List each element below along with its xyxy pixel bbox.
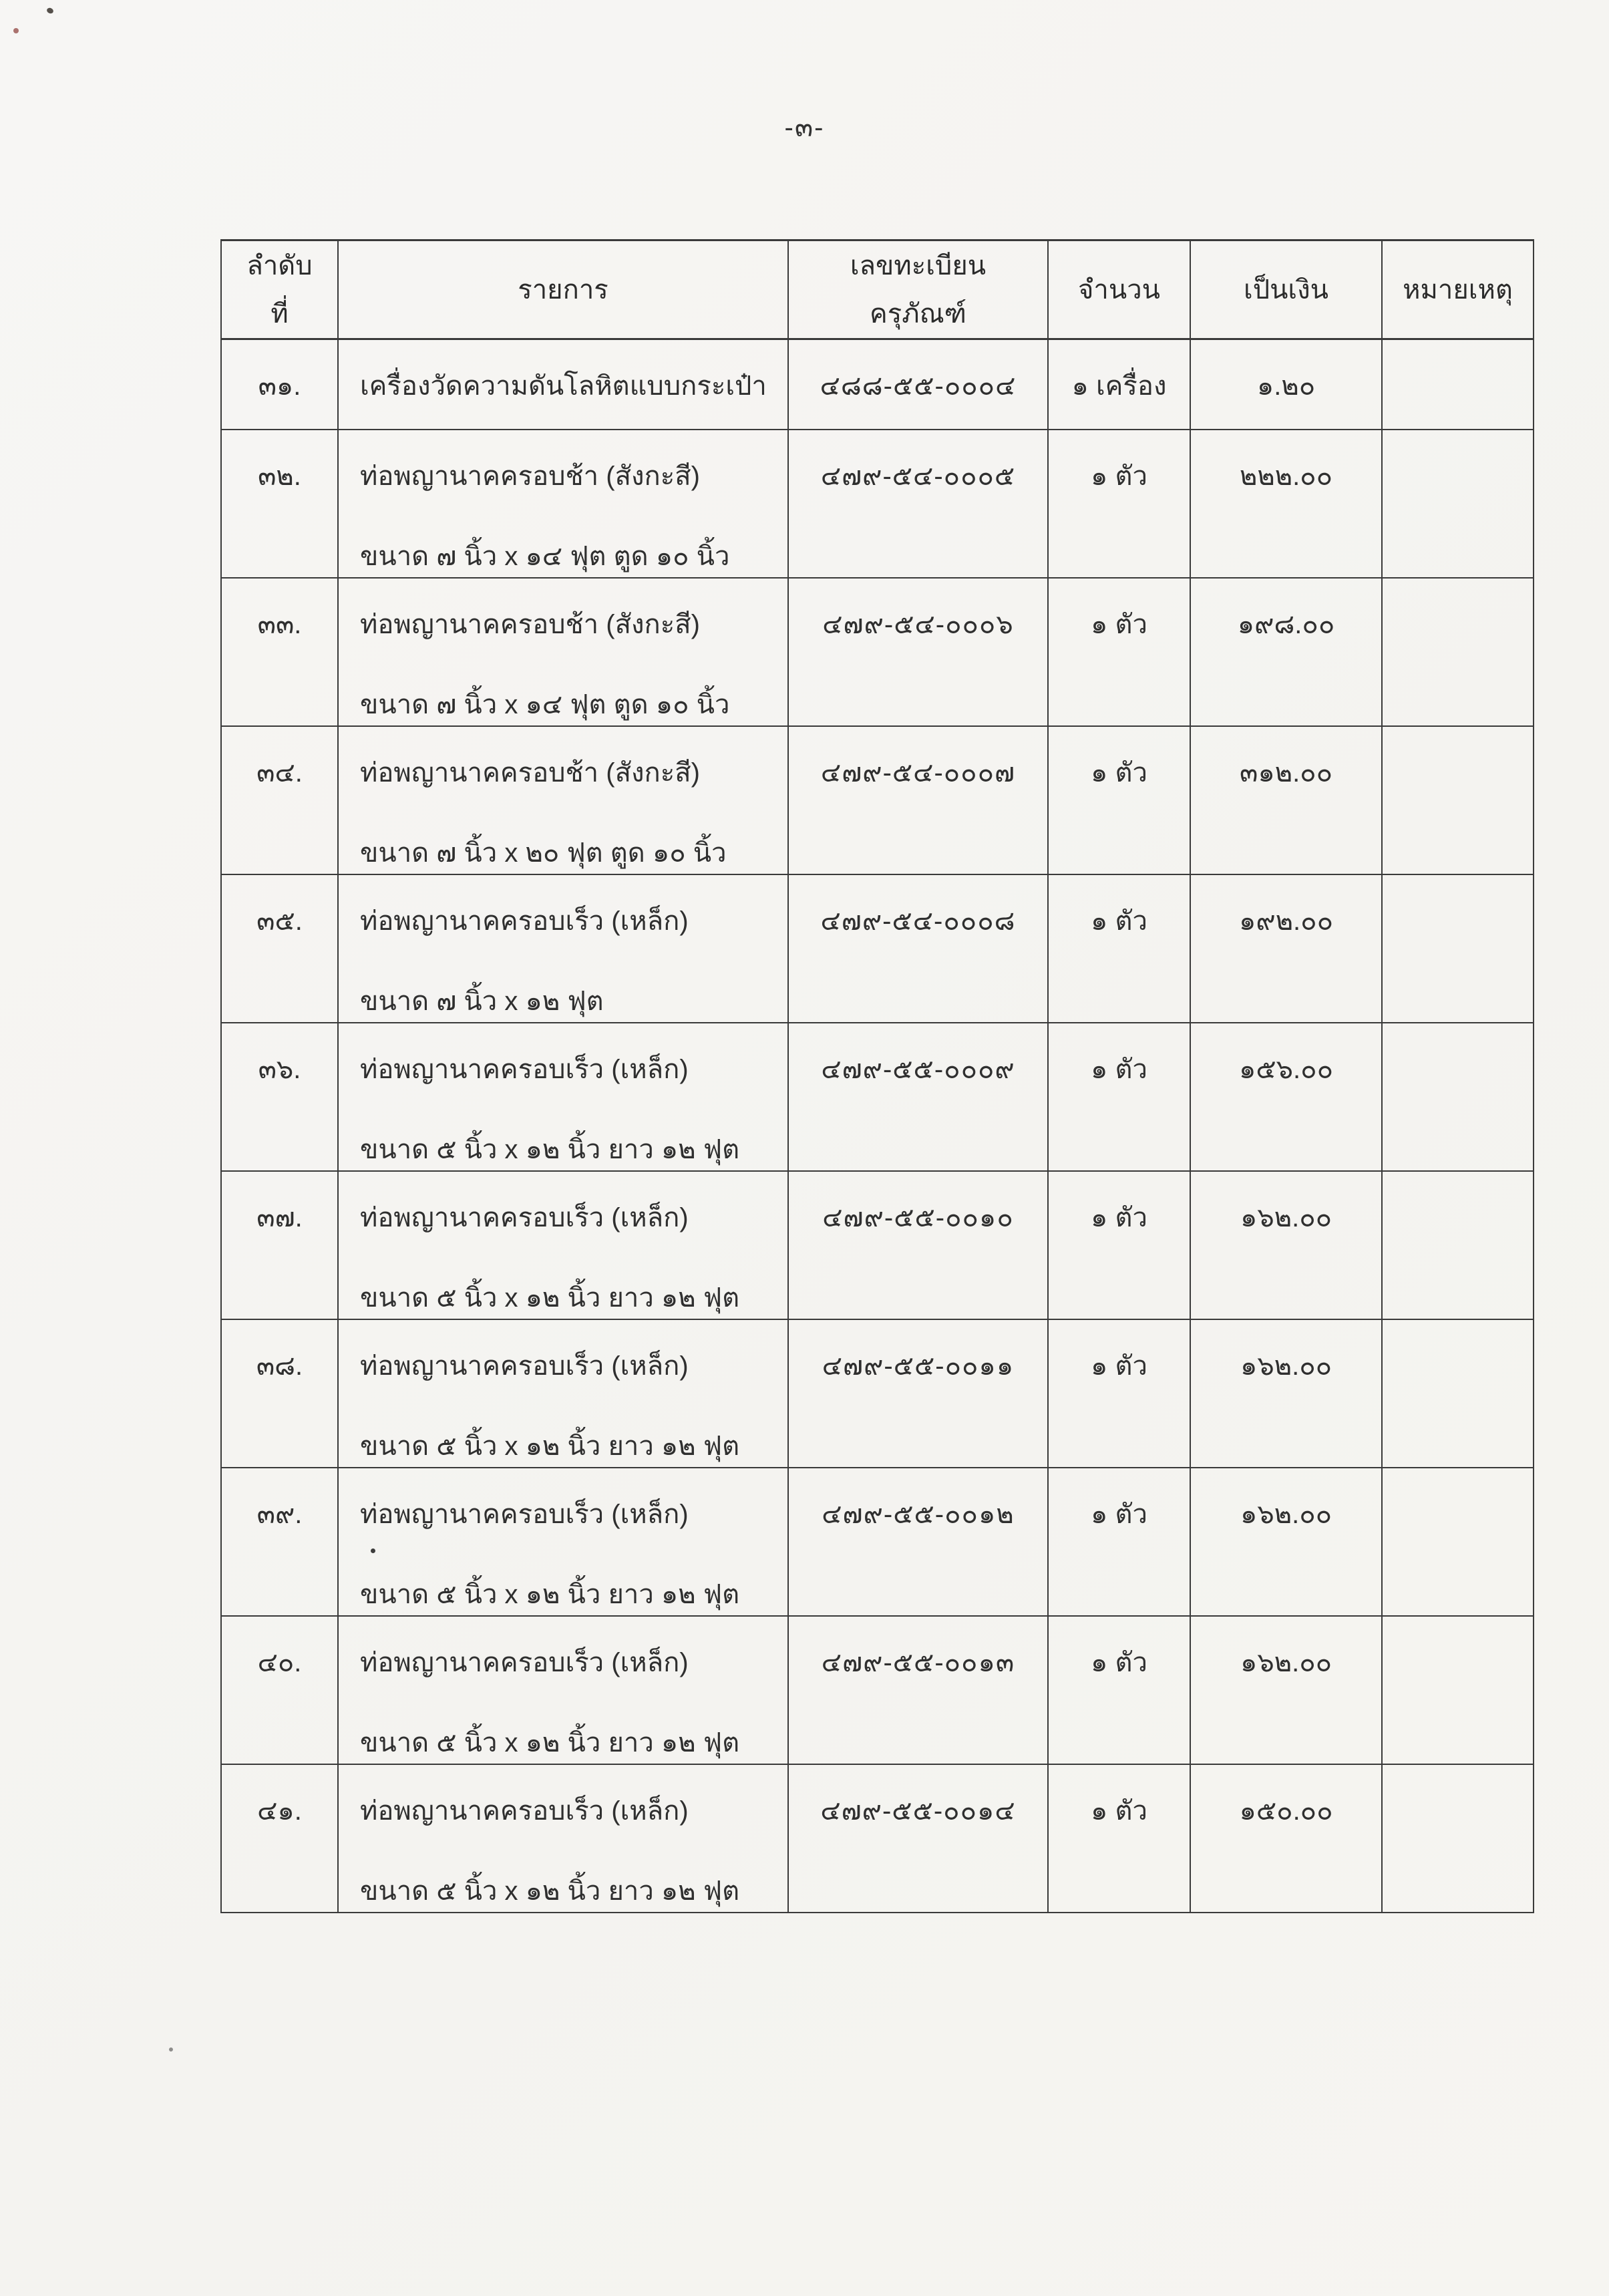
item-size: ขนาด ๗ นิ้ว x ๑๒ ฟุต xyxy=(360,986,604,1016)
quantity: ๑ ตัว xyxy=(1048,578,1190,726)
remark xyxy=(1382,578,1534,726)
amount: ๑๙๒.๐๐ xyxy=(1190,874,1382,1023)
quantity: ๑ ตัว xyxy=(1048,1171,1190,1319)
header-row xyxy=(221,240,1534,339)
row-number: ๔๑. xyxy=(221,1764,338,1913)
item-name: ท่อพญานาคครอบเร็ว (เหล็ก) xyxy=(360,1647,689,1677)
item-name: ท่อพญานาคครอบเร็ว (เหล็ก) xyxy=(360,1202,689,1233)
amount: ๒๒๒.๐๐ xyxy=(1190,430,1382,578)
remark xyxy=(1382,1764,1534,1913)
amount: ๑๖๒.๐๐ xyxy=(1190,1468,1382,1616)
remark xyxy=(1382,1468,1534,1616)
table-row xyxy=(221,1023,1534,1171)
item-cell xyxy=(338,1023,788,1171)
item-name: ท่อพญานาคครอบเร็ว (เหล็ก) xyxy=(360,1796,689,1826)
item-name: ท่อพญานาคครอบช้า (สังกะสี) xyxy=(360,758,700,788)
inventory-table xyxy=(220,239,1534,1913)
header-reg xyxy=(788,240,1048,339)
quantity: ๑ ตัว xyxy=(1048,1616,1190,1764)
item-size: ขนาด ๕ นิ้ว x ๑๒ นิ้ว ยาว ๑๒ ฟุต xyxy=(360,1134,740,1164)
table-row xyxy=(221,578,1534,726)
remark xyxy=(1382,1171,1534,1319)
remark xyxy=(1382,339,1534,430)
quantity: ๑ เครื่อง xyxy=(1048,339,1190,430)
table-row xyxy=(221,1319,1534,1468)
row-number: ๓๔. xyxy=(221,726,338,874)
item-cell xyxy=(338,1616,788,1764)
item-size: ขนาด ๕ นิ้ว x ๑๒ นิ้ว ยาว ๑๒ ฟุต xyxy=(360,1579,740,1609)
item-size: ขนาด ๗ นิ้ว x ๑๔ ฟุต ตูด ๑๐ นิ้ว xyxy=(360,689,730,719)
asset-reg-number: ๔๗๙-๕๕-๐๐๑๑ xyxy=(788,1319,1048,1468)
header-item: รายการ xyxy=(338,240,788,339)
item-name: ท่อพญานาคครอบเร็ว (เหล็ก) xyxy=(360,1054,689,1084)
asset-reg-number: ๔๗๙-๕๔-๐๐๐๗ xyxy=(788,726,1048,874)
asset-reg-number: ๔๗๙-๕๕-๐๐๑๐ xyxy=(788,1171,1048,1319)
quantity: ๑ ตัว xyxy=(1048,1468,1190,1616)
row-number: ๓๒. xyxy=(221,430,338,578)
item-cell xyxy=(338,1468,788,1616)
item-name: ท่อพญานาคครอบเร็ว (เหล็ก) xyxy=(360,1351,689,1381)
row-number: ๔๐. xyxy=(221,1616,338,1764)
table-row xyxy=(221,874,1534,1023)
remark xyxy=(1382,874,1534,1023)
item-size: ขนาด ๗ นิ้ว x ๒๐ ฟุต ตูด ๑๐ นิ้ว xyxy=(360,838,727,868)
amount: ๑๙๘.๐๐ xyxy=(1190,578,1382,726)
asset-reg-number: ๔๗๙-๕๔-๐๐๐๖ xyxy=(788,578,1048,726)
table-row xyxy=(221,1171,1534,1319)
scan-speck xyxy=(13,28,19,33)
quantity: ๑ ตัว xyxy=(1048,1023,1190,1171)
remark xyxy=(1382,1319,1534,1468)
item-size: ขนาด ๕ นิ้ว x ๑๒ นิ้ว ยาว ๑๒ ฟุต xyxy=(360,1728,740,1758)
quantity: ๑ ตัว xyxy=(1048,430,1190,578)
row-number: ๓๕. xyxy=(221,874,338,1023)
header-reg-line1: เลขทะเบียน xyxy=(850,251,987,281)
quantity: ๑ ตัว xyxy=(1048,726,1190,874)
amount: ๑.๒๐ xyxy=(1190,339,1382,430)
row-number: ๓๑. xyxy=(221,339,338,430)
table-row xyxy=(221,726,1534,874)
table-row xyxy=(221,339,1534,430)
amount: ๑๕๐.๐๐ xyxy=(1190,1764,1382,1913)
item-cell xyxy=(338,874,788,1023)
amount: ๑๕๖.๐๐ xyxy=(1190,1023,1382,1171)
item-cell xyxy=(338,726,788,874)
row-number: ๓๖. xyxy=(221,1023,338,1171)
asset-reg-number: ๔๗๙-๕๔-๐๐๐๘ xyxy=(788,874,1048,1023)
item-cell xyxy=(338,1764,788,1913)
item-cell xyxy=(338,1171,788,1319)
amount: ๓๑๒.๐๐ xyxy=(1190,726,1382,874)
remark xyxy=(1382,1023,1534,1171)
table-row xyxy=(221,1468,1534,1616)
asset-reg-number: ๔๗๙-๕๔-๐๐๐๕ xyxy=(788,430,1048,578)
item-name: ท่อพญานาคครอบเร็ว (เหล็ก) xyxy=(360,906,689,936)
table-row xyxy=(221,1616,1534,1764)
header-qty: จำนวน xyxy=(1048,240,1190,339)
header-reg-line2: ครุภัณฑ์ xyxy=(870,299,966,329)
header-no xyxy=(221,240,338,339)
item-size: ขนาด ๕ นิ้ว x ๑๒ นิ้ว ยาว ๑๒ ฟุต xyxy=(360,1876,740,1906)
quantity: ๑ ตัว xyxy=(1048,1764,1190,1913)
item-name: เครื่องวัดความดันโลหิตแบบกระเป๋า xyxy=(360,371,767,401)
item-cell xyxy=(338,1319,788,1468)
header-no-line1: ลำดับ xyxy=(246,251,313,281)
item-cell xyxy=(338,578,788,726)
asset-reg-number: ๔๗๙-๕๕-๐๐๑๒ xyxy=(788,1468,1048,1616)
amount: ๑๖๒.๐๐ xyxy=(1190,1616,1382,1764)
asset-reg-number: ๔๘๘-๕๕-๐๐๐๔ xyxy=(788,339,1048,430)
asset-reg-number: ๔๗๙-๕๕-๐๐๑๔ xyxy=(788,1764,1048,1913)
scan-speck xyxy=(169,2047,173,2052)
item-name: ท่อพญานาคครอบช้า (สังกะสี) xyxy=(360,461,700,491)
item-size: ขนาด ๗ นิ้ว x ๑๔ ฟุต ตูด ๑๐ นิ้ว xyxy=(360,541,730,571)
header-remark: หมายเหตุ xyxy=(1382,240,1534,339)
asset-reg-number: ๔๗๙-๕๕-๐๐๐๙ xyxy=(788,1023,1048,1171)
item-cell xyxy=(338,339,788,430)
page-number: -๓- xyxy=(784,113,825,142)
header-no-line2: ที่ xyxy=(271,299,289,329)
item-size: ขนาด ๕ นิ้ว x ๑๒ นิ้ว ยาว ๑๒ ฟุต xyxy=(360,1431,740,1461)
item-name: ท่อพญานาคครอบช้า (สังกะสี) xyxy=(360,609,700,639)
item-name: ท่อพญานาคครอบเร็ว (เหล็ก) xyxy=(360,1499,689,1529)
table-row xyxy=(221,430,1534,578)
table-row xyxy=(221,1764,1534,1913)
remark xyxy=(1382,1616,1534,1764)
scan-speck xyxy=(46,7,54,14)
quantity: ๑ ตัว xyxy=(1048,874,1190,1023)
remark xyxy=(1382,726,1534,874)
item-size: ขนาด ๕ นิ้ว x ๑๒ นิ้ว ยาว ๑๒ ฟุต xyxy=(360,1283,740,1313)
amount: ๑๖๒.๐๐ xyxy=(1190,1319,1382,1468)
item-cell xyxy=(338,430,788,578)
row-number: ๓๘. xyxy=(221,1319,338,1468)
row-number: ๓๗. xyxy=(221,1171,338,1319)
row-number: ๓๓. xyxy=(221,578,338,726)
row-number: ๓๙. xyxy=(221,1468,338,1616)
header-amount: เป็นเงิน xyxy=(1190,240,1382,339)
quantity: ๑ ตัว xyxy=(1048,1319,1190,1468)
remark xyxy=(1382,430,1534,578)
asset-reg-number: ๔๗๙-๕๕-๐๐๑๓ xyxy=(788,1616,1048,1764)
amount: ๑๖๒.๐๐ xyxy=(1190,1171,1382,1319)
